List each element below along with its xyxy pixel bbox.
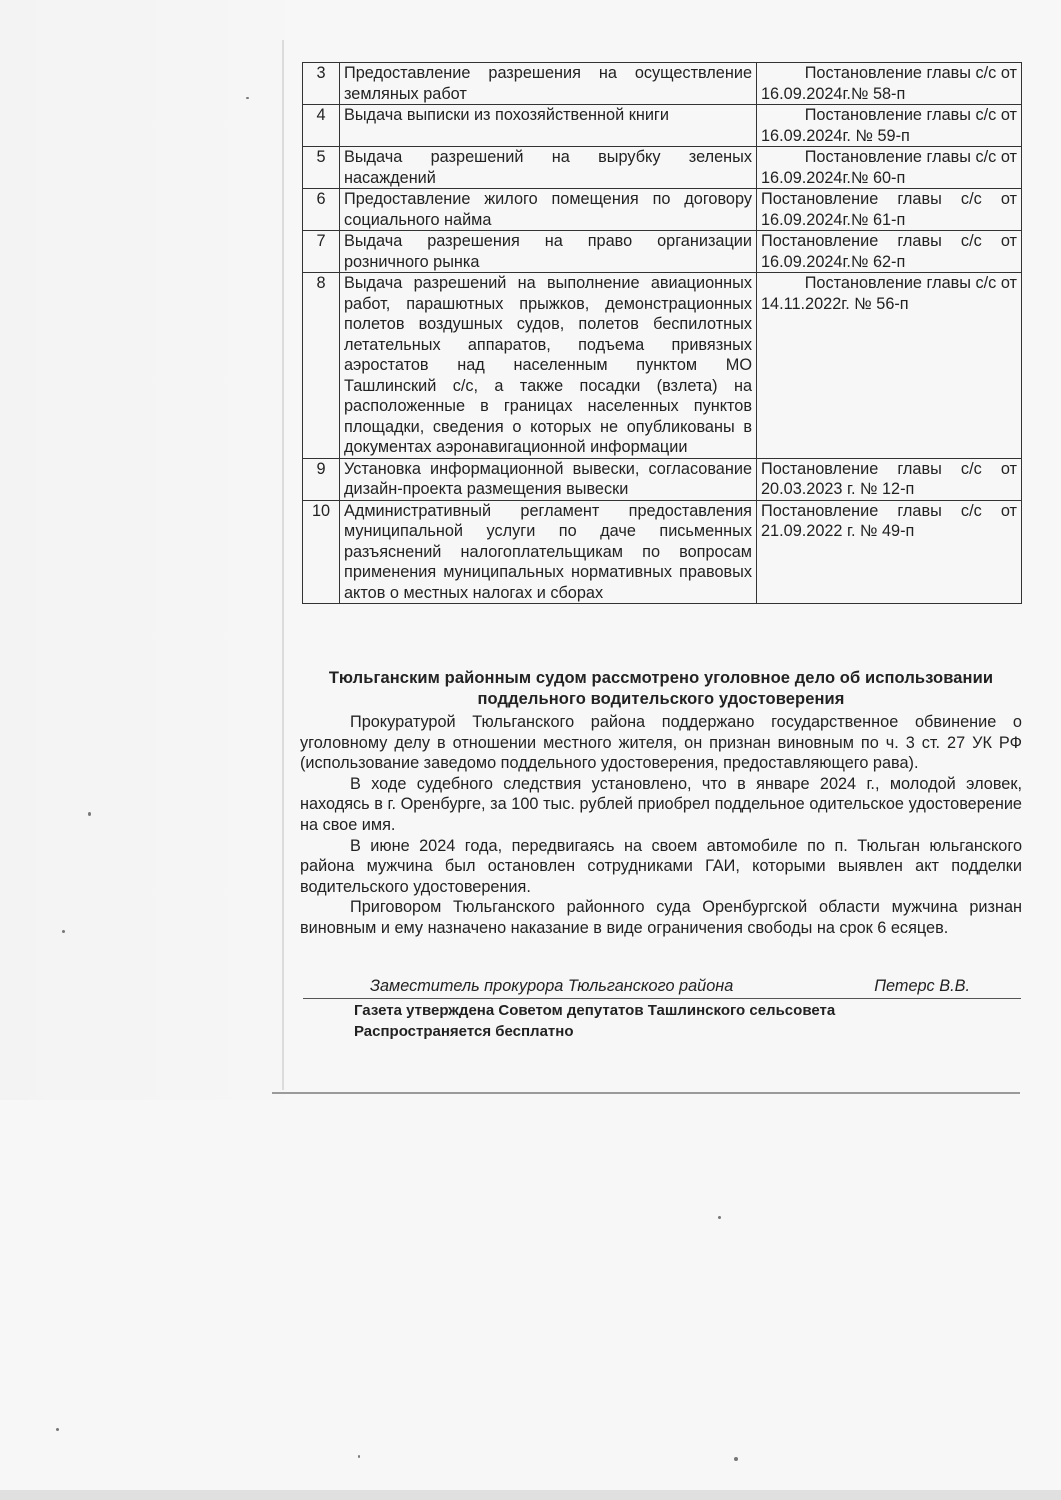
newspaper-footer bbox=[354, 1000, 835, 1042]
service-name: Выдача разрешений на выполнение авиационных работ, парашютных прыжков, демонстрационных полетов воздушных судов, полетов беспилотных летательных аппаратов, подъема привязных аэростатов над населенным пунктом МО Ташлинский с/с, а также посадки (взлета) на расположенные в границах населенных пунктов площадки, сведения о которых не опубликованы в документах аэронавигационной информации bbox=[340, 273, 757, 459]
article-paragraph: Прокуратурой Тюльганского района поддержано государственное обвинение о уголовному делу в отношении местного жителя, он признан виновным по ч. 3 ст. 27 УК РФ (использование заведомо поддельного удостоверения, предоставляющего рава). bbox=[300, 713, 1022, 773]
row-number: 7 bbox=[303, 231, 340, 273]
resolution-reference: Постановление главы с/с от 20.03.2023 г. № 12-п bbox=[757, 458, 1022, 500]
resolution-reference: Постановление главы с/с от 14.11.2022г. № 56-п bbox=[757, 273, 1022, 459]
table-row bbox=[303, 273, 1022, 459]
scan-speck bbox=[718, 1216, 721, 1219]
signature-name: Петерс В.В. bbox=[874, 977, 970, 995]
article-paragraph: В июне 2024 года, передвигаясь на своем автомобиле по п. Тюльган юльганского района мужчина был остановлен сотрудниками ГАИ, которыми выявлен акт подделки водительского удостоверения. bbox=[300, 836, 1022, 896]
signature-position: Заместитель прокурора Тюльганского района bbox=[370, 977, 734, 995]
row-number: 4 bbox=[303, 105, 340, 147]
page-edge-vertical bbox=[282, 40, 284, 1090]
service-name: Выдача разрешений на вырубку зеленых насаждений bbox=[340, 147, 757, 189]
scan-speck bbox=[56, 1428, 59, 1431]
resolution-reference: Постановление главы с/с от 16.09.2024г.№ 61-п bbox=[757, 189, 1022, 231]
table-row bbox=[303, 231, 1022, 273]
approval-note: Газета утверждена Советом депутатов Ташлинского сельсовета bbox=[354, 1002, 836, 1019]
resolution-reference: Постановление главы с/с от 16.09.2024г.№ 62-п bbox=[757, 231, 1022, 273]
scan-margin bbox=[0, 0, 285, 1100]
footer-divider bbox=[303, 998, 1021, 999]
scan-speck bbox=[88, 812, 91, 816]
resolution-reference: Постановление главы с/с от 21.09.2022 г. № 49-п bbox=[757, 500, 1022, 604]
article-title: Тюльганским районным судом рассмотрено уголовное дело об использовании поддельного водительского удостоверения bbox=[328, 669, 994, 708]
scan-speck bbox=[246, 97, 249, 99]
service-name: Выдача разрешения на право организации розничного рынка bbox=[340, 231, 757, 273]
distribution-note: Распространяется бесплатно bbox=[354, 1023, 574, 1040]
scan-speck bbox=[734, 1457, 738, 1461]
service-name: Установка информационной вывески, согласование дизайн-проекта размещения вывески bbox=[340, 458, 757, 500]
resolution-reference: Постановление главы с/с от 16.09.2024г.№ 60-п bbox=[757, 147, 1022, 189]
scan-speck bbox=[358, 1455, 360, 1458]
article-paragraph: Приговором Тюльганского районного суда Оренбургской области мужчина ризнан виновным и ему назначено наказание в виде ограничения свободы на срок 6 есяцев. bbox=[300, 898, 1022, 937]
row-number: 6 bbox=[303, 189, 340, 231]
table-row bbox=[303, 189, 1022, 231]
article-paragraph: В ходе судебного следствия установлено, что в январе 2024 г., молодой эловек, находясь в г. Оренбурге, за 100 тыс. рублей приобрел поддельное одительское удостоверение на свое имя. bbox=[300, 774, 1022, 834]
resolution-reference: Постановление главы с/с от 16.09.2024г.№ 58-п bbox=[757, 63, 1022, 105]
court-article bbox=[300, 668, 1022, 939]
resolution-reference: Постановление главы с/с от 16.09.2024г. № 59-п bbox=[757, 105, 1022, 147]
scan-bottom-edge bbox=[0, 1490, 1061, 1500]
services-table bbox=[302, 62, 1022, 604]
row-number: 3 bbox=[303, 63, 340, 105]
table-row bbox=[303, 63, 1022, 105]
service-name: Выдача выписки из похозяйственной книги bbox=[340, 105, 757, 147]
service-name: Предоставление разрешения на осуществление земляных работ bbox=[340, 63, 757, 105]
row-number: 5 bbox=[303, 147, 340, 189]
row-number: 8 bbox=[303, 273, 340, 459]
table-row bbox=[303, 500, 1022, 604]
table-row bbox=[303, 458, 1022, 500]
scan-speck bbox=[62, 930, 65, 933]
row-number: 9 bbox=[303, 458, 340, 500]
service-name: Административный регламент предоставления муниципальной услуги по даче письменных разъяснений налогоплательщикам по вопросам применения муниципальных нормативных правовых актов о местных налогах и сборах bbox=[340, 500, 757, 604]
table-row bbox=[303, 105, 1022, 147]
page-edge-horizontal bbox=[272, 1092, 1020, 1094]
signature-line bbox=[370, 977, 970, 996]
row-number: 10 bbox=[303, 500, 340, 604]
table-row bbox=[303, 147, 1022, 189]
service-name: Предоставление жилого помещения по договору социального найма bbox=[340, 189, 757, 231]
